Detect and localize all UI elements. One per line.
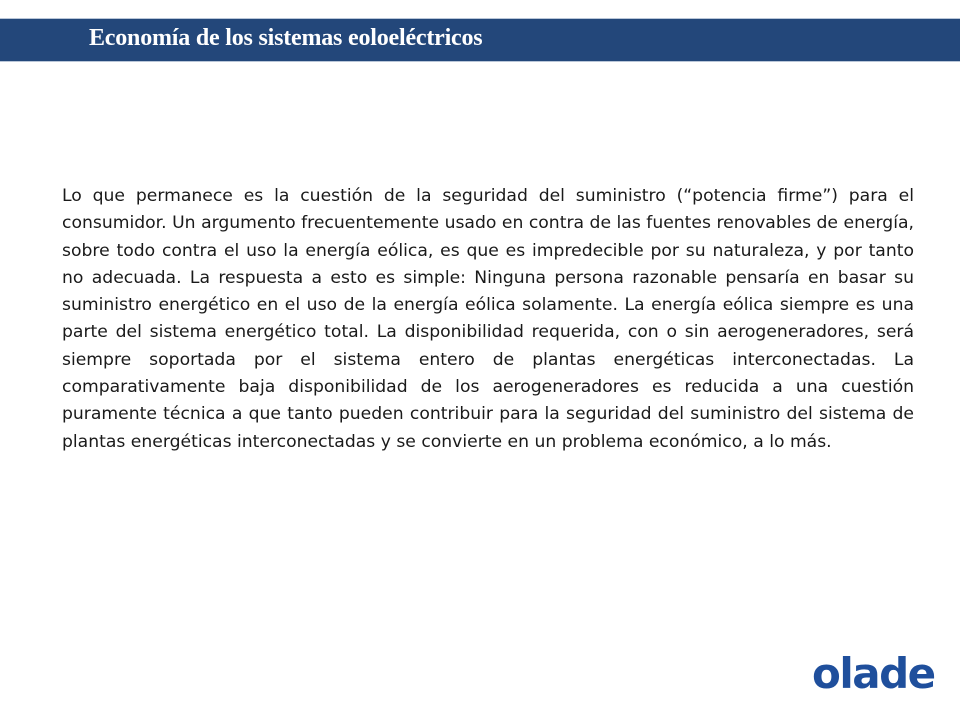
title-bar bbox=[0, 18, 960, 62]
slide-title: Economía de los sistemas eoloeléctricos bbox=[89, 25, 483, 51]
olade-logo: olade bbox=[812, 649, 935, 698]
body-paragraph: Lo que permanece es la cuestión de la seguridad del suministro (“potencia firme”) para el consumidor. Un argumento frecuentemente usado en contra de las fuentes renovables de energía, sobre todo contra el uso la energía eólica, es que es impredecible por su naturaleza, y por tanto no adecuada. La respuesta a esto es simple: Ninguna persona razonable pensaría en basar su suministro energético en el uso de la energía eólica solamente. La energía eólica siempre es una parte del sistema energético total. La disponibilidad requerida, con o sin aerogeneradores, será siempre soportada por el sistema entero de plantas energéticas interconectadas. La comparativamente baja disponibilidad de los aerogeneradores es reducida a una cuestión puramente técnica a que tanto pueden contribuir para la seguridad del suministro del sistema de plantas energéticas interconectadas y se convierte en un problema económico, a lo más. bbox=[62, 186, 914, 452]
